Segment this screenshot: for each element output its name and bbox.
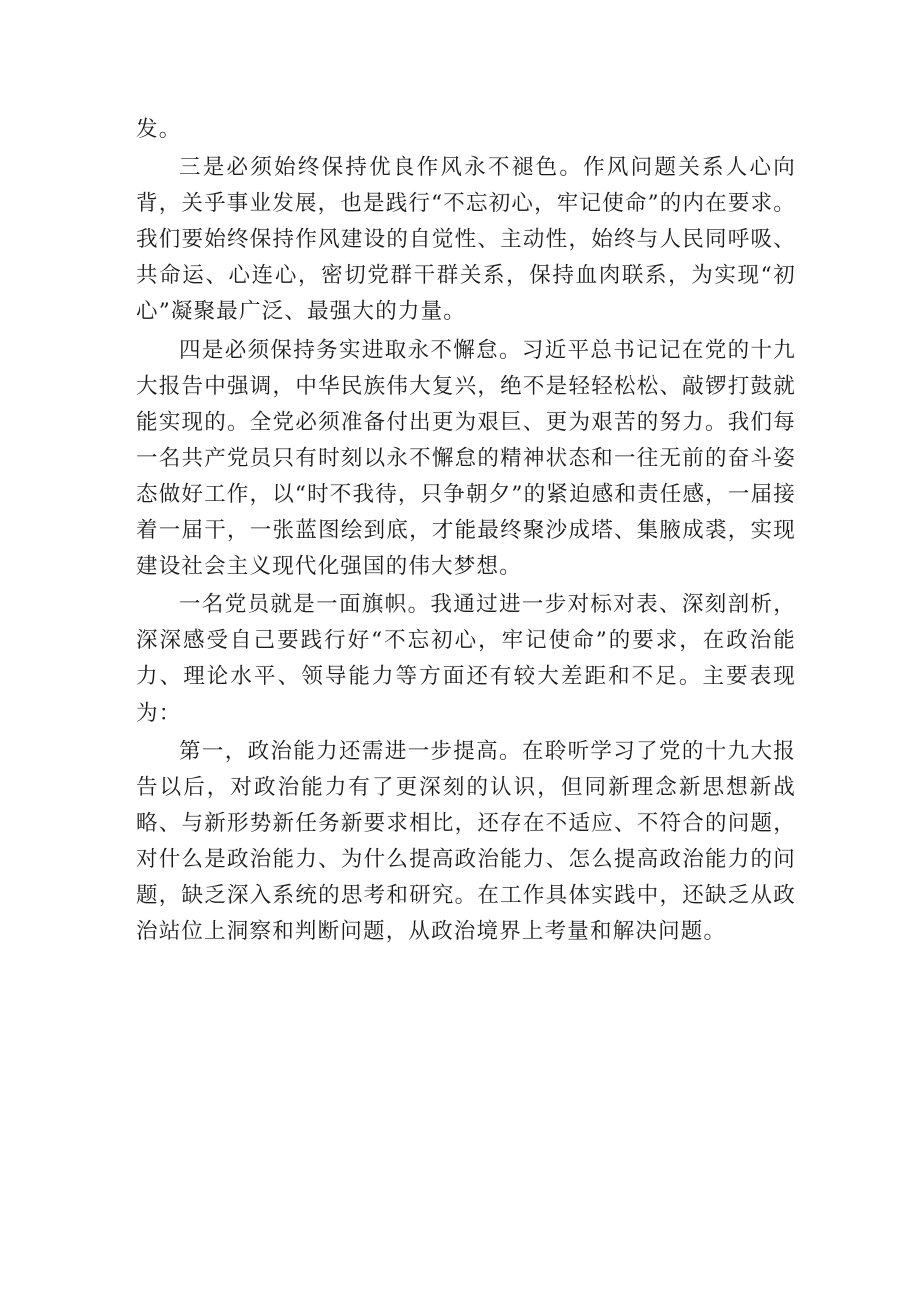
paragraph-style: 三是必须始终保持优良作风永不褪色。作风问题关系人心向背，关乎事业发展，也是践行“不忘初心，牢记使命”的内在要求。我们要始终保持作风建设的自觉性、主动性，始终与人民同呼吸、共命运、心连心，密切党群干群关系，保持血肉联系，为实现“初心”凝聚最广泛、最强大的力量。 <box>136 155 796 325</box>
paragraph-political-ability: 第一，政治能力还需进一步提高。在聆听学习了党的十九大报告以后，对政治能力有了更深刻的认识，但同新理念新思想新战略、与新形势新任务新要求相比，还存在不适应、不符合的问题，对什么是政治能力、为什么提高政治能力、怎么提高政治能力的问题，缺乏深入系统的思考和研究。在工作具体实践中，还缺乏从政治站位上洞察和判断问题，从政治境界上考量和解决问题。 <box>136 738 796 945</box>
paragraph-flag: 一名党员就是一面旗帜。我通过进一步对标对表、深刻剖析，深深感受自己要践行好“不忘初心，牢记使命”的要求，在政治能力、理论水平、领导能力等方面还有较大差距和不足。主要表现为： <box>136 592 796 726</box>
paragraph-continuation: 发。 <box>136 117 182 142</box>
paragraph-pragmatic: 四是必须保持务实进取永不懈怠。习近平总书记记在党的十九大报告中强调，中华民族伟大复兴，绝不是轻轻松松、敲锣打鼓就能实现的。全党必须准备付出更为艰巨、更为艰苦的努力。我们每一名共产党员只有时刻以永不懈怠的精神状态和一往无前的奋斗姿态做好工作，以“时不我待，只争朝夕”的紧迫感和责任感，一届接着一届干，一张蓝图绘到底，才能最终聚沙成塔、集腋成裘，实现建设社会主义现代化强国的伟大梦想。 <box>136 337 796 580</box>
document-body <box>136 112 796 952</box>
